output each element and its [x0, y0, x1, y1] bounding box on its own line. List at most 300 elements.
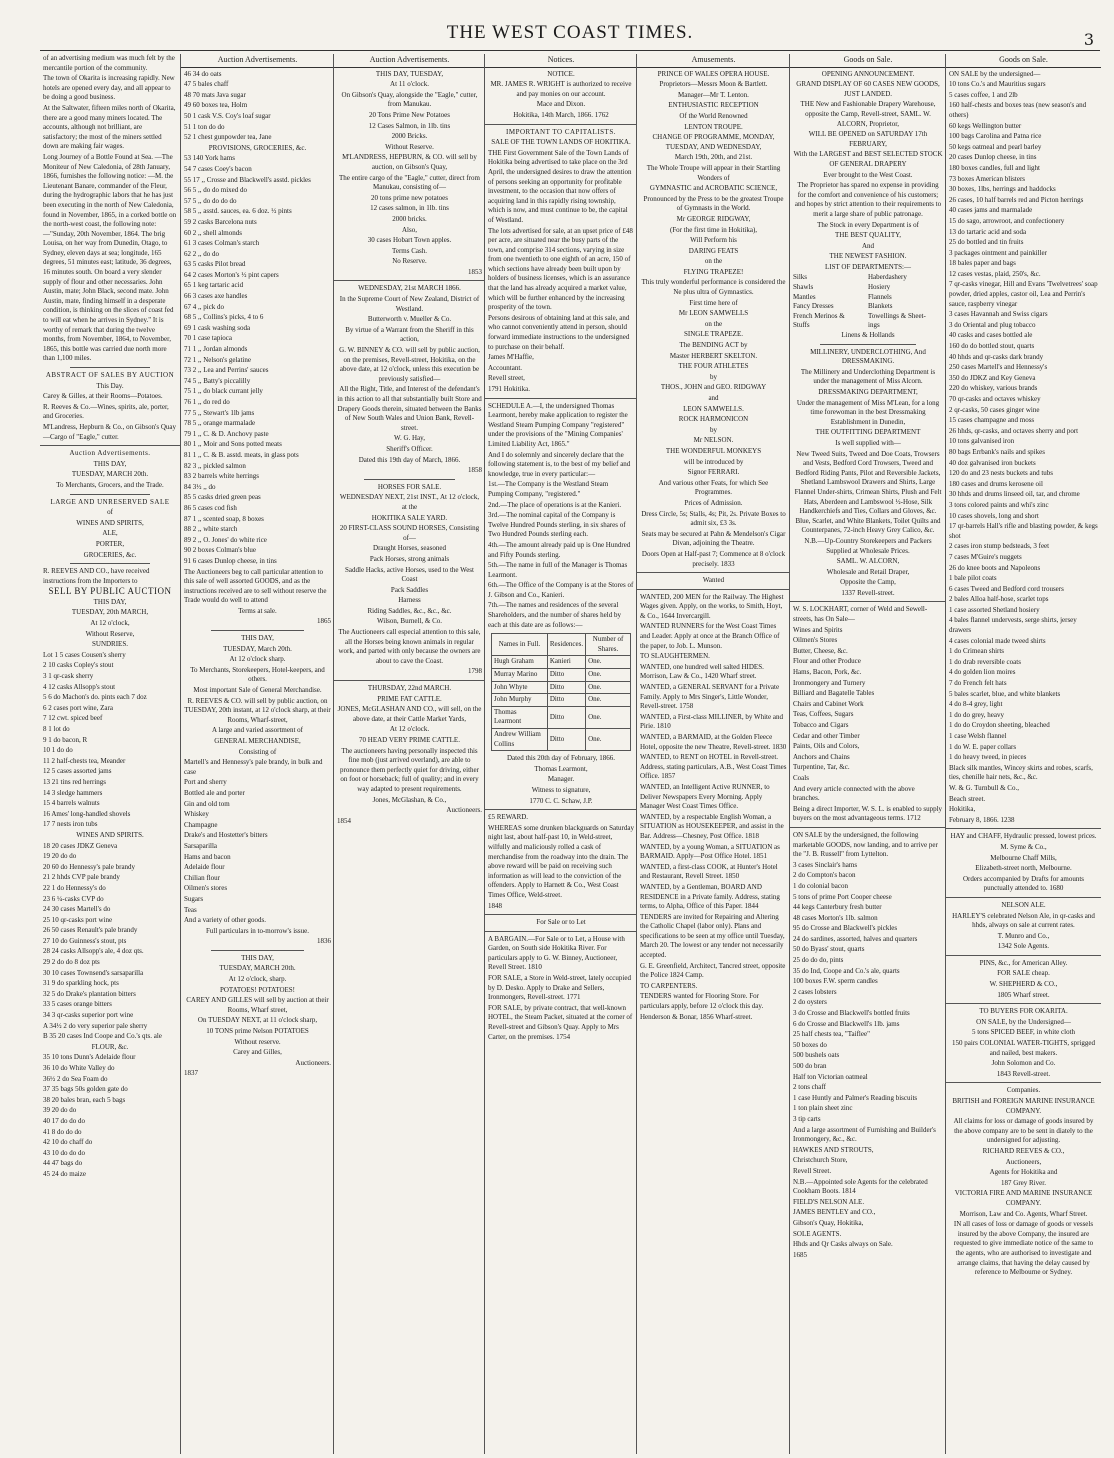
amusement-text: LENTON TROUPE.: [684, 122, 743, 131]
merch-item: Drake's and Hostetter's bitters: [184, 831, 268, 840]
stock-item: 1 bale pilot coats: [949, 574, 997, 583]
notice-text: Persons desirous of obtaining land at this sale, and who cannot conveniently attend in person, should forward immediate instructions to the undersigned to purchase on their behalf.: [488, 313, 630, 351]
lot-item: 58 5 ,, asstd. sauces, ea. 6 doz. ½ pints: [184, 207, 292, 216]
lot-item: 71 1 ,, Jordan almonds: [184, 345, 248, 354]
ad-text: Sheriff's Officer.: [386, 444, 433, 453]
ad-text: THURSDAY, 22nd MARCH.: [367, 684, 452, 693]
stock-item: 6 cases Tweed and Bedford cord trousers: [949, 584, 1064, 593]
stock-item: 40 hhds and qr-casks dark brandy: [949, 352, 1044, 361]
stock-item: Ironmongery and Turnery: [793, 678, 866, 687]
column-3: [333, 54, 485, 1454]
ad-number: 1798: [468, 667, 482, 676]
stock-item: 250 cases Martell's and Hennessy's: [949, 363, 1048, 372]
ad-text: Terms Cash.: [392, 246, 427, 255]
notice-text: 5th.—The name in full of the Manager is Thomas Learmont.: [488, 561, 628, 579]
article-text: GROCERIES, &c.: [83, 550, 137, 559]
ad-text: R. REEVES & CO. will sell by public auction, on TUESDAY, 20th instant, at 12 o'clock sharp, at their Rooms, Wharf-street,: [184, 696, 331, 724]
lot-item: 36½ 2 do Sea Foam do: [43, 1074, 108, 1083]
ad-text: IN all cases of loss or damage of goods or vessels insured by the above Company, the insured are requested to give immediate notice of the same to the agents, who are authorised to investigate and arrange claims, that having the delay caused by reference to Melbourne or Sydney.: [953, 1220, 1094, 1277]
ad-text: 20 Tons Prime New Potatoes: [368, 110, 451, 119]
divider: [946, 897, 1101, 898]
column-header: Amusements.: [637, 54, 790, 68]
stock-item: 5 bales scarlet, blue, and white blankets: [949, 689, 1061, 698]
ad-text: Agents for Hokitika and: [989, 1168, 1058, 1177]
drapery-text: And: [861, 241, 875, 250]
amusement-text: (For the first time in Hokitika),: [669, 225, 758, 234]
table-row: [492, 694, 631, 707]
drapery-text: Is well supplied with—: [835, 438, 901, 447]
drapery-text: The Millinery and Underclothing Department is under the management of Miss Alcorn.: [800, 367, 936, 386]
lot-item: 21 2 hhds CVP pale brandy: [43, 873, 120, 882]
stock-item: Half ton Victorian oatmeal: [793, 1072, 868, 1081]
drapery-text: With the LARGEST and BEST SELECTED STOCK OF GENERAL DRAPERY: [793, 150, 943, 168]
amusement-text: March 19th, 20th, and 21st.: [674, 153, 753, 162]
notice-text: 1770 C. C. Schaw, J.P.: [529, 796, 593, 805]
notice-text: A BARGAIN.—For Sale or to Let, a House with Garden, on South side Hokitika River. For particulars apply to G. W. Binney, Auctioneer, Revell Street. 1810: [488, 934, 625, 972]
lot-item: 38 20 bales bran, each 5 bags: [43, 1095, 126, 1104]
stock-item: 15 do sago, arrowroot, and confectionery: [949, 216, 1065, 225]
ad-text: THIS DAY,: [241, 634, 274, 643]
article-text: TUESDAY, MARCH 20th.: [71, 470, 149, 479]
stock-item: 40 cases jams and marmalade: [949, 206, 1033, 215]
stock-item: 180 cases and drums kerosene oil: [949, 479, 1043, 488]
ad-text: Auctioneers.: [295, 1058, 331, 1067]
amusement-text: THE FOUR ATHLETES: [678, 362, 749, 371]
ad-text: Without Reserve.: [385, 142, 434, 151]
column-1: [40, 54, 180, 1454]
stock-item: 500 do bran: [793, 1062, 827, 1070]
drapery-text: THE BEST QUALITY,: [834, 231, 902, 240]
merch-item: Chilian flour: [184, 873, 220, 882]
ad-text: Draught Horses, seasoned: [373, 544, 446, 553]
amusement-text: GYMNASTIC and ACROBATIC SCIENCE,: [649, 184, 778, 193]
notice-text: 1791 Hokitika.: [488, 385, 530, 393]
department-name: Silks: [793, 273, 808, 282]
table-header-cell: Residences.: [547, 634, 585, 656]
column-5: [636, 54, 790, 1454]
stock-item: 1 ton plain sheet zinc: [793, 1104, 853, 1113]
stock-item: 4 cases colonial made tweed shirts: [949, 636, 1046, 645]
table-cell: One.: [586, 706, 631, 728]
lot-item: 28 24 casks Allsopp's ale, 4 doz qts.: [43, 947, 144, 956]
table-row: [492, 656, 631, 669]
lot-item: 37 35 bags 50s golden gate do: [43, 1085, 128, 1094]
department-row: [790, 312, 946, 322]
department-name: Flannels: [868, 292, 892, 301]
amusement-text: THE WONDERFUL MONKEYS: [665, 446, 762, 455]
stock-item: SOLE AGENTS.: [793, 1229, 842, 1238]
article-text: THIS DAY,: [93, 459, 127, 468]
ad-number: 1836: [317, 937, 331, 946]
ad-text: Elizabeth-street north, Melbourne.: [975, 864, 1072, 873]
lot-item: 82 3 ,, pickled salmon: [184, 461, 246, 470]
stock-item: Chairs and Cabinet Work: [793, 699, 864, 708]
lot-item: 45 24 do maize: [43, 1169, 86, 1178]
lot-item: A 34½ 2 do very superior pale sherry: [43, 1021, 148, 1030]
ad-text: At 12 o'clock sharp.: [229, 655, 286, 664]
article-text: R. Reeves & Co.—Wines, spirits, ale, porter, and Groceries.: [43, 402, 169, 421]
lot-item: 49 60 boxes tea, Holm: [184, 101, 248, 110]
lot-item: 29 2 do do 8 doz pts: [43, 958, 100, 967]
amusement-text: PRINCE OF WALES OPERA HOUSE.: [657, 69, 770, 78]
lot-item: 89 2 ,, O. Jones' do white rice: [184, 535, 267, 544]
stock-item: 26 do knee boots and Napoleons: [949, 563, 1041, 572]
wanted-ad: WANTED, one hundred well salted HIDES. Morrison, Law & Co., 1420 Wharf street.: [640, 662, 764, 681]
lot-item: 19 20 do do: [43, 852, 77, 861]
lot-item: 2 10 casks Copley's stout: [43, 661, 114, 670]
ad-text: 20 FIRST-CLASS SOUND HORSES, Consisting of—: [339, 524, 480, 542]
lot-item: 27 10 do Guinness's stout, pts: [43, 936, 127, 945]
notice-text: James M'Haffie,: [488, 353, 534, 362]
ad-text: Saddle Hacks, active Horses, used to the West Coast: [345, 565, 474, 584]
stock-item: Turpentine, Tar, &c.: [793, 763, 850, 772]
ad-text: Consisting of: [238, 747, 277, 756]
drapery-text: Opposite the Camp,: [840, 578, 896, 587]
stock-item: February 8, 1866. 1238: [949, 815, 1015, 824]
article-text: R. REEVES AND CO., have received instructions from the Importers to: [43, 567, 150, 585]
notice-text: Thomas Learmont,: [534, 764, 588, 773]
stock-item: 10 tons Co.'s and Mauritius sugars: [949, 80, 1046, 89]
merch-item: Oilmen's stores: [184, 884, 228, 893]
ad-text: G. W. BINNEY & CO. will sell by public auction, on the premises, Revell-street, Hokitika, on the above date, at 12 o'clock, unless this execution be previously satisfied—: [339, 346, 480, 383]
table-cell: Ditto: [547, 669, 585, 682]
article-text: Carey & Gilles, at their Rooms—Potatoes.: [43, 392, 163, 401]
wanted-ad: G. E. Greenfield, Architect, Tancred street, opposite the Police 1824 Camp.: [640, 961, 786, 980]
ad-text: VICTORIA FIRE AND MARINE INSURANCE COMPANY.: [954, 1189, 1093, 1207]
department-name: Blankets: [868, 302, 893, 311]
lot-item: 91 6 cases Dunlop cheese, in tins: [184, 556, 277, 565]
stock-item: 160 do do bottled stout, quarts: [949, 342, 1035, 351]
ad-number: 1837: [184, 1069, 198, 1078]
notice-text: FOR SALE, by private contract, that well-known HOTEL, the Steam Packet, situated at the corner of Revell-street and Gibson's Quay. Apply to Mrs Carter, on the premises. 1754: [488, 1003, 633, 1041]
lot-item: 12 5 cases assorted jams: [43, 767, 112, 776]
stock-item: 25 do bottled and tin fruits: [949, 238, 1024, 247]
stock-item: And every article connected with the above branches.: [793, 784, 915, 803]
stock-item: 10 tons galvanised iron: [949, 437, 1015, 446]
lot-item: 81 1 ,, C. & B. asstd. meats, in glass pots: [184, 450, 299, 459]
notice-text: Manager.: [547, 775, 575, 784]
ad-text: John Solomon and Co.: [991, 1059, 1056, 1068]
ad-text: 10 TONS prime Nelson POTATOES: [206, 1027, 309, 1036]
amusement-text: Prices of Admission.: [684, 498, 743, 507]
newspaper-title: THE WEST COAST TIMES.: [446, 22, 694, 43]
table-cell: Kanieri: [547, 656, 585, 669]
ad-text: JONES, McGLASHAN AND CO., will sell, on the above date, at their Cattle Market Yards,: [337, 705, 482, 723]
ad-text: 150 pairs COLONIAL WATER-TIGHTS, sprigged and nailed, best makers.: [952, 1039, 1095, 1057]
section-header: Companies.: [1006, 1086, 1041, 1095]
lot-item: 67 4 ,, pick do: [184, 302, 225, 311]
table-cell: Ditto: [547, 694, 585, 707]
notice-text: 1848: [488, 901, 502, 910]
lot-item: 83 2 barrels white herrings: [184, 472, 260, 481]
lot-item: 35 10 tons Dunn's Adelaide flour: [43, 1053, 136, 1062]
stock-item: 1 do colonial bacon: [793, 881, 849, 890]
ad-text: Without reserve.: [234, 1037, 281, 1046]
stock-item: 1 case Welsh flannel: [949, 732, 1007, 740]
stock-item: 24 do sardines, assorted, halves and quarters: [793, 934, 918, 943]
table-header-row: [492, 634, 631, 656]
merch-item: Teas: [184, 905, 197, 914]
notice-text: £5 REWARD.: [488, 813, 529, 822]
lot-item: 15 4 barrels walnuts: [43, 799, 100, 808]
lot-item: 39 20 do do: [43, 1106, 77, 1115]
section-header: For Sale or to Let: [536, 918, 586, 927]
stock-item: 3 tons colored paints and whi's zinc: [949, 500, 1049, 509]
ad-text: TUESDAY, March 20th.: [223, 644, 292, 653]
lot-item: 42 10 do chaff do: [43, 1138, 93, 1147]
ad-text: W. G. Hay,: [394, 434, 425, 443]
lot-item: 43 10 do do do: [43, 1148, 85, 1157]
wanted-ad: WANTED, a First-class MILLINER, by White and Pirie. 1810: [640, 712, 783, 731]
stock-item: 100 bags Carolina and Patna rice: [949, 132, 1042, 141]
stock-item: Tobacco and Cigars: [793, 721, 849, 729]
ad-number: 1858: [468, 466, 482, 475]
ad-text: Wilson, Burnell, & Co.: [376, 617, 443, 626]
ad-text: HARLEY'S celebrated Nelson Ale, in qr-casks and hhds, always on sale at current rates.: [952, 911, 1095, 930]
notice-text: 4th.—The amount already paid up is One Hundred and Fifty Pounds sterling.: [488, 540, 631, 559]
stock-item: 2 cases lobsters: [793, 987, 837, 996]
stock-item: Wines and Spirits: [793, 625, 843, 634]
stock-item: 20 cases Dunlop cheese, in tins: [949, 153, 1037, 162]
lot-item: 84 3½ ,, do: [184, 482, 216, 491]
notice-text: The lots advertised for sale, at an upset price of £48 per acre, are situated near the busy parts of the town, and comprise 314 sections, varying in size from one twentieth to one eighth of an acre, 150 of which sections have already been built upon by holders of business licenses, which is an assurance that the land has already acquired a market value, which will be further enhanced by the increasing prosperity of the town.: [488, 226, 633, 312]
section-header: SALE OF THE TOWN LANDS OF HOKITIKA.: [491, 138, 631, 147]
wanted-ad: WANTED RUNNERS for the West Coast Times and Leader. Apply at once at the Branch Office of the paper, to Job. L. Munson.: [640, 622, 780, 650]
lot-item: 52 1 chest gunpowder tea, Jane: [184, 133, 272, 142]
ad-text: M'LANDRESS, HEPBURN, & CO. will sell by auction, on Gibson's Quay,: [342, 153, 477, 171]
amusement-text: on the: [704, 319, 723, 328]
stock-item: 73 boxes American blisters: [949, 174, 1026, 183]
stock-item: 4 do golden lion moires: [949, 668, 1016, 677]
lot-item: 64 2 cases Morton's ½ pint capers: [184, 270, 279, 279]
stock-item: 26 cases, 10 half barrels red and Picton herrings: [949, 195, 1084, 204]
article-text: Without Reserve,: [85, 629, 135, 638]
ad-number: 1853: [468, 267, 482, 276]
lot-item: 69 1 cask washing soda: [184, 323, 251, 332]
stock-item: Teas, Coffees, Sugars: [793, 710, 854, 719]
drapery-text: WILL BE OPENED on SATURDAY 17th FEBRUARY,: [808, 130, 928, 148]
stock-item: 3 packages ointment and painkiller: [949, 248, 1047, 257]
stock-item: Black silk mantles, Wincey skirts and robes, scarfs, ties, chenille hair nets, &c., &c.: [949, 763, 1093, 782]
lot-item: 80 1 ,, Moir and Sons potted meats: [184, 440, 282, 449]
article-text: of: [107, 508, 113, 517]
divider: [70, 367, 150, 368]
stock-item: 220 do whiskey, various brands: [949, 384, 1038, 393]
lot-item: 59 2 casks Barcelona nuts: [184, 217, 257, 226]
ad-text: W. SHEPHERD & CO.,: [989, 980, 1058, 989]
notice-text: And I do solemnly and sincerely declare that the following statement is, to the best of my belief and knowledge, true in every particular:—: [488, 450, 631, 478]
ad-text: 187 Grey River.: [1001, 1178, 1046, 1187]
ad-number: 1854: [337, 816, 351, 825]
stock-item: 12 cases vestas, plaid, 250's, &c.: [949, 269, 1041, 278]
ad-text: Jones, McGlashan, & Co.,: [372, 795, 447, 804]
divider: [946, 1003, 1101, 1004]
amusement-text: LEON SAMWELLS.: [683, 404, 744, 413]
table-cell: Hugh Graham: [492, 656, 548, 669]
lot-item: 18 20 cases JDKZ Geneva: [43, 841, 118, 850]
article-text: LARGE AND UNRESERVED SALE: [50, 497, 170, 506]
table-row: [492, 729, 631, 751]
article-text: WINES AND SPIRITS,: [76, 518, 144, 527]
column-header: Goods on Sale.: [946, 54, 1101, 68]
drapery-text: MILLINERY, UNDERCLOTHING, And DRESSMAKING.: [810, 347, 926, 366]
stock-item: 95 do Crosse and Blackwell's pickles: [793, 924, 898, 933]
stock-item: Gibson's Quay, Hokitika,: [793, 1218, 864, 1227]
drapery-text: THE New and Fashionable Drapery Warehouse, opposite the Camp, Revell-street, SAML. W. ALCORN, Proprietor,: [800, 100, 936, 128]
notice-text: THE First Government Sale of the Town Lands of Hokitika being advertised to take place on the 3rd April, the undersigned desires to draw the attention of persons seeking an opportunity for profitable investment, to the occasion that now offers of acquiring land in this rapidly rising township, which is now, and must continue to be, the capital of Westland.: [488, 148, 632, 224]
amusement-text: Of the World Renowned: [679, 111, 748, 120]
amusement-text: by: [710, 425, 717, 434]
drapery-text: DRESSMAKING DEPARTMENT,: [818, 388, 918, 396]
notice-text: 2nd.—The place of operations is at the Kanieri.: [488, 500, 622, 509]
merch-item: Champagne: [184, 820, 218, 829]
ad-text: ON SALE, by the Undersigned—: [976, 1017, 1071, 1026]
lot-item: 66 3 cases axe handles: [184, 292, 248, 301]
amusement-text: Will Perform his: [690, 236, 737, 245]
lot-item: 4 12 casks Allsopp's stout: [43, 682, 116, 691]
lot-item: 44 47 bags do: [43, 1159, 83, 1168]
department-name: Stuffs: [793, 321, 810, 330]
column-6: [789, 54, 946, 1454]
ad-text: TO BUYERS FOR OKARITA.: [979, 1007, 1068, 1016]
stock-item: 180 boxes candles, full and light: [949, 163, 1040, 172]
drapery-text: OPENING ANNOUNCEMENT.: [821, 69, 915, 78]
merch-item: Sugars: [184, 894, 204, 903]
lot-item: 22 1 do Hennessy's do: [43, 883, 106, 892]
stock-item: Christchurch Store,: [793, 1156, 848, 1165]
ad-text: ON SALE by the undersigned—: [949, 69, 1041, 78]
ad-text: By virtue of a Warrant from the Sheriff in this action,: [345, 325, 474, 344]
amusement-text: Dress Circle, 5s; Stalls, 4s; Pit, 2s. Private Boxes to admit six, £3 3s.: [641, 509, 786, 528]
department-name: French Merinos &: [793, 311, 845, 320]
department-row: [790, 273, 946, 283]
table-cell: Andrew William Collins: [492, 729, 548, 751]
lot-item: 40 17 do do do: [43, 1116, 85, 1125]
lot-item: 7 12 cwt. spiced beef: [43, 714, 103, 723]
stock-item: 17 qr-barrels Hall's rifle and blasting powder, & kegs shot: [949, 522, 1098, 540]
notice-text: Revell street,: [488, 374, 525, 383]
lot-item: 23 6 ¼-casks CVP do: [43, 894, 104, 903]
ad-text: Riding Saddles, &c., &c., &c.: [367, 606, 452, 615]
stock-item: 50 do Byass' stout, quarts: [793, 945, 865, 954]
stock-item: 500 bushels oats: [793, 1051, 840, 1060]
lot-item: 8 1 lot do: [43, 725, 70, 733]
amusement-text: The BENDING ACT by: [679, 341, 748, 350]
stock-item: 3 cases Havannah and Swiss cigars: [949, 310, 1048, 319]
ad-text: 30 cases Hobart Town apples.: [367, 236, 452, 245]
columns: [40, 54, 1100, 1454]
article-text: At 12 o'clock,: [90, 619, 130, 628]
lot-item: 47 5 bales chaff: [184, 80, 229, 89]
table-row: [492, 706, 631, 728]
lot-item: 55 17 ,, Crosse and Blackwell's asstd. pickles: [184, 175, 311, 184]
lot-item: 48 70 mats Java sugar: [184, 90, 246, 99]
stock-item: Hams, Bacon, Pork, &c.: [793, 668, 862, 677]
amusement-text: Seats may be secured at Pahn & Mendelson's Cigar Divan, adjoining the Theatre.: [641, 529, 786, 548]
article-text: THIS DAY,: [93, 597, 127, 606]
lot-item: 26 50 cases Renault's pale brandy: [43, 926, 138, 935]
ad-text: 12 Cases Salmon, in 1lb. tins: [368, 121, 451, 130]
merch-item: Whiskey: [184, 810, 209, 819]
department-name: Mantles: [793, 292, 816, 301]
lot-item: 31 9 do sparkling hock, pts: [43, 979, 119, 988]
stock-item: W. S. LOCKHART, corner of Weld and Sewell-streets, has On Sale—: [793, 605, 928, 624]
lot-item: 17 7 nests iron tubs: [43, 820, 98, 829]
drapery-text: THE OUTFITTING DEPARTMENT: [815, 428, 921, 437]
stock-item: Cedar and other Timber: [793, 731, 860, 740]
article-text: The town of Okarita is increasing rapidly. New hotels are opened every day, and all appear to be doing a good business.: [43, 74, 175, 102]
notice-text: Accountant.: [488, 363, 523, 372]
stock-item: 100 boxes F.W. sperm candles: [793, 977, 878, 986]
amusement-text: SINGLE TRAPEZE.: [684, 330, 743, 339]
stock-item: 350 do JDKZ and Key Geneva: [949, 373, 1036, 382]
table-cell: One.: [586, 669, 631, 682]
ad-text: T. Munro and Co.,: [997, 931, 1050, 940]
masthead: [40, 0, 1100, 49]
lot-item: 79 1 ,, C. & D. Anchovy paste: [184, 429, 269, 438]
ad-text: All claims for loss or damage of goods insured by the above company are to be sent in diately to the undersigned for adjusting.: [953, 1117, 1094, 1145]
table-cell: Ditto: [547, 681, 585, 694]
lot-item: 5 6 do Machon's do. pints each 7 doz: [43, 693, 147, 702]
ad-text: TUESDAY, MARCH 20th.: [219, 964, 296, 973]
stock-item: Butter, Cheese, &c.: [793, 646, 848, 655]
section-header: Wanted: [702, 576, 725, 585]
lot-item: 46 34 do oats: [184, 69, 222, 78]
wanted-ad: WANTED, a first-class COOK, at Hunter's Hotel and Restaurant, Revell Street. 1850: [640, 862, 778, 881]
ad-text: 2000 Bricks.: [391, 132, 428, 141]
drapery-text: N.B.—Up-Country Storekeepers and Packers Supplied at Wholesale Prices.: [804, 536, 932, 555]
stock-item: HAWKES AND STROUTS,: [793, 1145, 874, 1154]
table-cell: One.: [586, 694, 631, 707]
ad-text: 12 cases salmon, in 1lb. tins: [370, 204, 449, 213]
stock-item: 40 doz galvanised iron buckets: [949, 458, 1036, 467]
stock-item: 26 hhds, qr-casks, and octaves sherry and port: [949, 426, 1079, 435]
section-header: PROVISIONS, GROCERIES, &c.: [208, 143, 307, 152]
lot-item: 10 1 do do: [43, 746, 73, 755]
divider: [820, 344, 916, 345]
merch-item: Port and sherry: [184, 778, 227, 787]
amusement-text: ENTHUSIASTIC RECEPTION: [668, 101, 759, 110]
stock-item: 7 do French felt hats: [949, 679, 1007, 688]
lot-item: 76 1 ,, do red do: [184, 398, 230, 406]
merch-item: Sarsaparilla: [184, 841, 218, 850]
lot-item: 56 5 ,, do do mixed do: [184, 186, 247, 195]
stock-item: 1 do Crimean shirts: [949, 647, 1005, 656]
ad-text: At 12 o'clock.: [389, 725, 430, 734]
lot-item: 50 1 cask V.S. Coy's loaf sugar: [184, 111, 271, 120]
stock-item: 120 do and 23 nests buckets and tubs: [949, 469, 1054, 478]
lot-item: 73 2 ,, Lea and Perrins' sauces: [184, 366, 269, 375]
ad-text: WEDNESDAY, 21st MARCH 1866.: [358, 284, 461, 293]
stock-item: 4 do 8-4 grey, light: [949, 700, 1003, 709]
wanted-ad: Henderson & Bonar, 1856 Wharf-street.: [640, 1012, 753, 1021]
ad-text: CAREY AND GILLES will sell by auction at their Rooms, Wharf street,: [186, 996, 329, 1014]
stock-item: FIELD'S NELSON ALE.: [793, 1197, 865, 1206]
wanted-ad: WANTED, by a respectable English Woman, a SITUATION as HOUSEKEEPER, and assist in the Bar. Address—Chesney, Post Office. 1818: [640, 812, 784, 840]
notice-text: Hokitika, 14th March, 1866. 1762: [513, 110, 609, 119]
stock-item: 2 bales Alloa half-hose, scarlet tops: [949, 595, 1049, 604]
lot-item: 70 1 case tapioca: [184, 334, 233, 343]
ad-text: POTATOES! POTATOES!: [219, 985, 296, 994]
ad-text: HORSES FOR SALE.: [377, 482, 442, 491]
stock-item: Hokitika,: [949, 805, 976, 814]
stock-item: JAMES BENTLEY and CO.,: [793, 1208, 876, 1217]
drapery-text: THE NEWEST FASHION.: [829, 252, 907, 261]
stock-item: Oilmen's Stores: [793, 636, 838, 645]
stock-item: 25 do do do, pints: [793, 956, 844, 965]
table-cell: John Whyte: [492, 681, 548, 694]
ad-text: Melbourne Chaff Mills,: [990, 853, 1057, 862]
